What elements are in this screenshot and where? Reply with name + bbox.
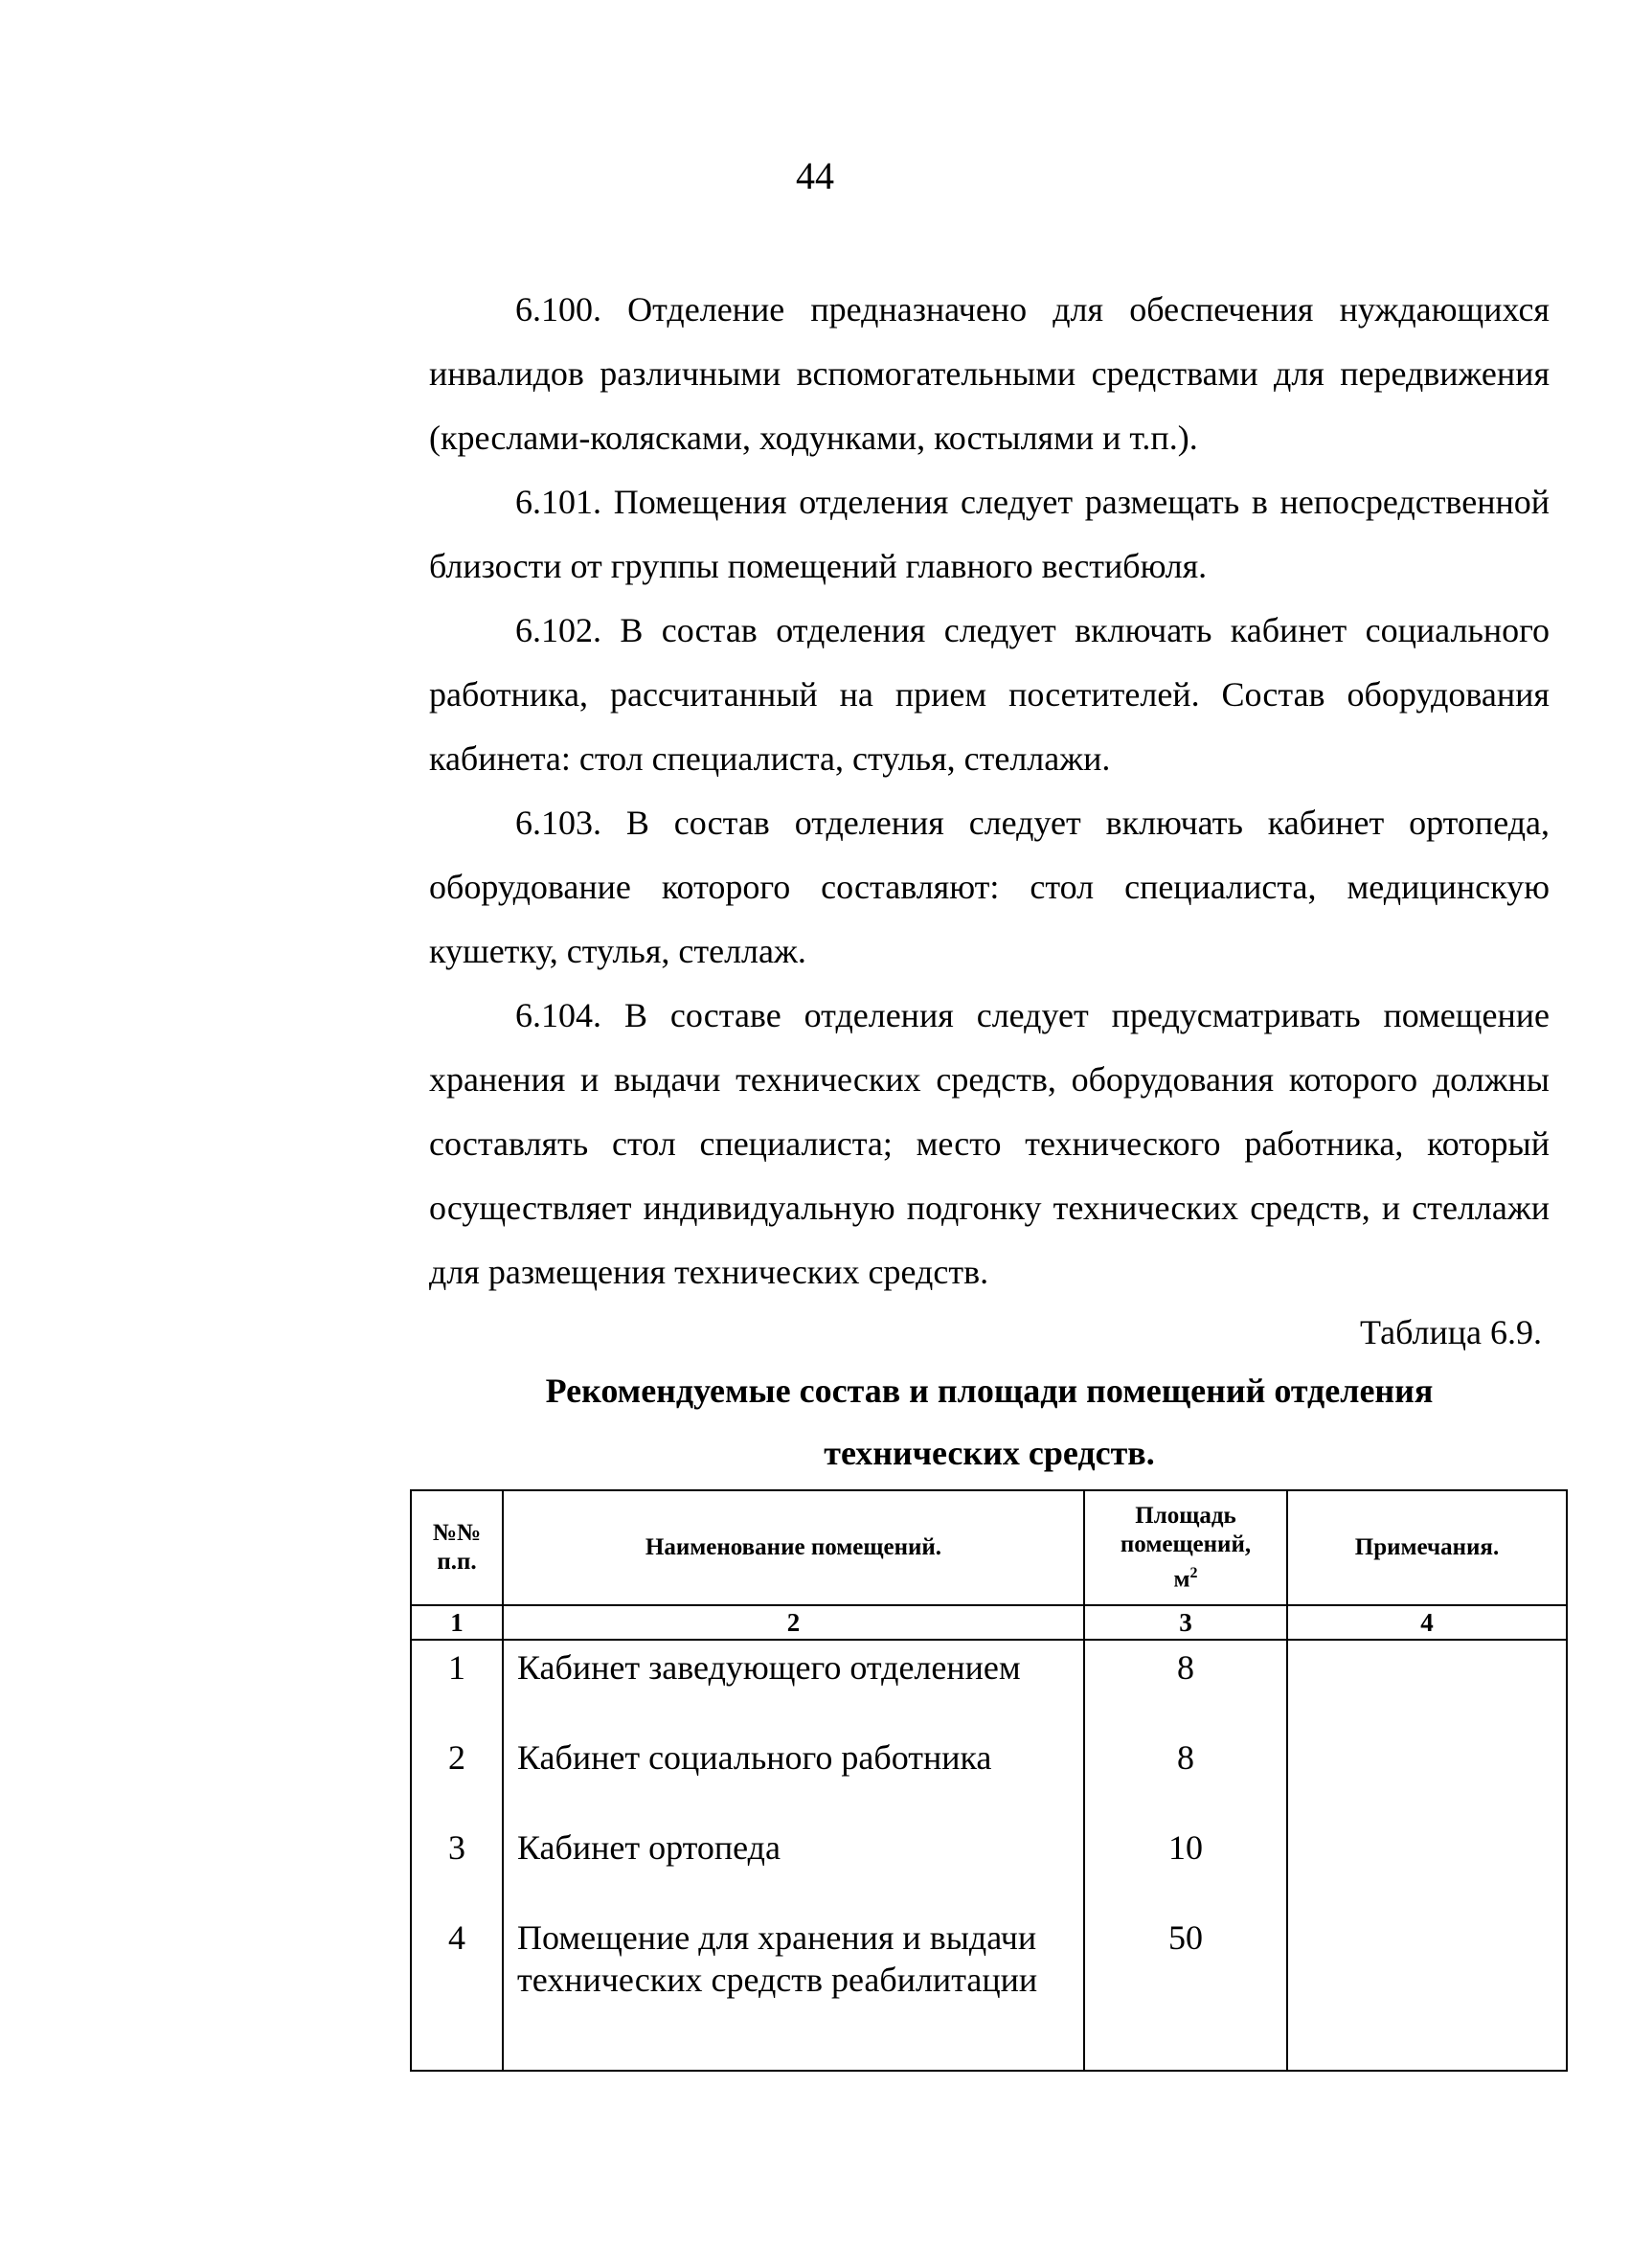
header-area-line-2: помещений, xyxy=(1120,1531,1252,1557)
table-row xyxy=(411,1640,1567,1731)
paragraph-6-103: 6.103. В состав отделения следует включать кабинет ортопеда, оборудование которого составляют: стол специалиста, медицинскую кушетку, стулья, стеллаж. xyxy=(429,804,1550,970)
column-number-row xyxy=(411,1605,1567,1640)
column-number: 4 xyxy=(1287,1605,1567,1640)
header-number-line-1: №№ xyxy=(432,1520,482,1546)
column-number: 3 xyxy=(1084,1605,1287,1640)
header-room-name: Наименование помещений. xyxy=(503,1490,1084,1605)
room-name: Помещение для хранения и выдачи технических средств реабилитации xyxy=(503,1911,1084,2071)
room-notes xyxy=(1287,1821,1567,1911)
table-caption: Таблица 6.9. xyxy=(1360,1313,1542,1351)
room-area: 50 xyxy=(1084,1911,1287,2071)
room-area: 10 xyxy=(1084,1821,1287,1911)
column-number: 2 xyxy=(503,1605,1084,1640)
table-row xyxy=(411,1911,1567,2071)
column-number: 1 xyxy=(411,1605,503,1640)
paragraph-6-100: 6.100. Отделение предназначено для обеспечения нуждающихся инвалидов различными вспомогательными средствами для передвижения (креслами-колясками, ходунками, костылями и т.п.). xyxy=(429,290,1550,457)
header-number xyxy=(411,1490,503,1605)
paragraph-6-101: 6.101. Помещения отделения следует размещать в непосредственной близости от группы помещений главного вестибюля. xyxy=(429,483,1550,585)
room-area: 8 xyxy=(1084,1731,1287,1821)
table-header-row xyxy=(411,1490,1567,1605)
row-number: 4 xyxy=(411,1911,503,2071)
table-row xyxy=(411,1731,1567,1821)
room-notes xyxy=(1287,1640,1567,1731)
header-number-line-2: п.п. xyxy=(437,1549,477,1575)
table-row xyxy=(411,1821,1567,1911)
room-name: Кабинет социального работника xyxy=(503,1731,1084,1821)
paragraph-6-102: 6.102. В состав отделения следует включать кабинет социального работника, рассчитанный на прием посетителей. Состав оборудования кабинета: стол специалиста, стулья, стеллажи. xyxy=(429,611,1550,778)
room-notes xyxy=(1287,1911,1567,2071)
paragraph-6-104: 6.104. В составе отделения следует предусматривать помещение хранения и выдачи технических средств, оборудования которого должны составлять стол специалиста; место технического работника, который осуществляет индивидуальную подгонку технических средств, и стеллажи для размещения технических средств. xyxy=(429,996,1550,1291)
row-number: 1 xyxy=(411,1640,503,1731)
header-area xyxy=(1084,1490,1287,1605)
header-notes: Примечания. xyxy=(1287,1490,1567,1605)
header-area-line-1: Площадь xyxy=(1135,1502,1236,1529)
row-number: 2 xyxy=(411,1731,503,1821)
rooms-table xyxy=(410,1489,1568,2072)
table-title xyxy=(429,1360,1550,1485)
room-name: Кабинет ортопеда xyxy=(503,1821,1084,1911)
table-title-line-1: Рекомендуемые состав и площади помещений отделения xyxy=(545,1372,1434,1410)
header-area-unit: $м^2$ xyxy=(1173,1564,1198,1593)
page-number: 44 xyxy=(796,154,834,197)
row-number: 3 xyxy=(411,1821,503,1911)
body-text xyxy=(429,278,1550,1304)
room-area: 8 xyxy=(1084,1640,1287,1731)
room-name: Кабинет заведующего отделением xyxy=(503,1640,1084,1731)
table-title-line-2: технических средств. xyxy=(824,1434,1155,1472)
room-notes xyxy=(1287,1731,1567,1821)
